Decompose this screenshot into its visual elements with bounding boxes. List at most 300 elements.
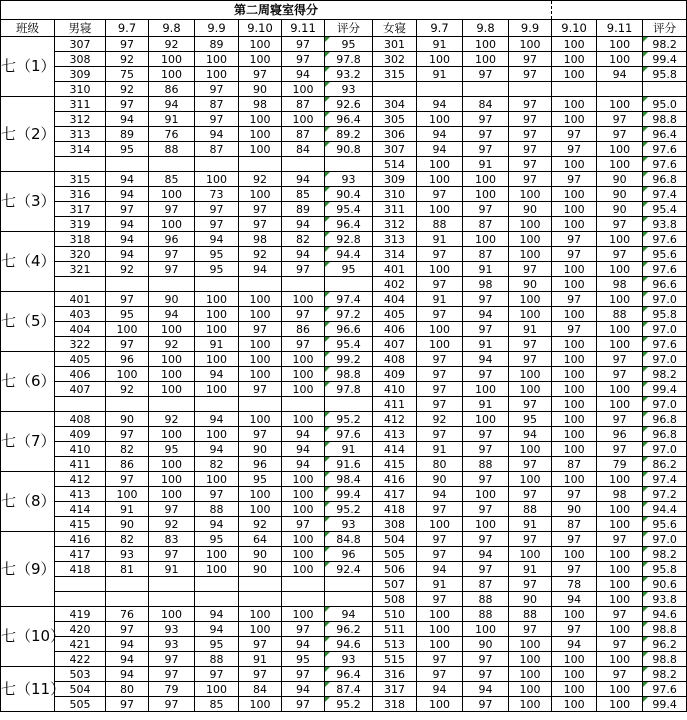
girls-day5-cell: 97 [597,532,643,547]
girls-day3-cell: 100 [509,37,552,52]
boys-day2-cell: 100 [149,427,195,442]
girls-day3-cell: 100 [509,217,552,232]
boys-day2-cell: 90 [149,292,195,307]
girls-day5-cell: 98 [597,277,643,292]
sheet-title: 第二周寝室得分 [1,1,552,20]
boys-day1-cell [106,592,149,607]
boys-day1-cell: 75 [106,67,149,82]
boys-room-cell: 314 [55,142,106,157]
boys-day5-cell: 97 [282,262,325,277]
boys-room-cell: 315 [55,172,106,187]
girls-day4-cell: 100 [552,307,597,322]
boys-score-cell: 93 [325,652,373,667]
boys-room-cell: 419 [55,607,106,622]
boys-score-cell: 96.4 [325,112,373,127]
girls-day1-cell [417,82,463,97]
girls-day1-cell: 94 [417,97,463,112]
boys-day5-cell: 100 [282,532,325,547]
boys-day1-cell: 76 [106,607,149,622]
girls-day1-cell: 97 [417,352,463,367]
girls-score-cell: 97.0 [643,532,687,547]
boys-room-cell: 308 [55,52,106,67]
girls-room-cell: 411 [373,397,417,412]
boys-day5-cell: 100 [282,82,325,97]
boys-day3-cell: 97 [195,202,239,217]
boys-room-cell: 321 [55,262,106,277]
boys-day4-cell [239,277,282,292]
boys-day2-cell: 97 [149,247,195,262]
boys-day3-cell: 97 [195,82,239,97]
header-boys-date-3: 9.9 [195,20,239,37]
girls-day4-cell: 87 [552,517,597,532]
girls-day5-cell: 100 [597,577,643,592]
boys-score-cell [325,577,373,592]
boys-day2-cell: 94 [149,307,195,322]
boys-day2-cell: 76 [149,127,195,142]
boys-day1-cell: 90 [106,517,149,532]
boys-day4-cell [239,577,282,592]
boys-day1-cell: 94 [106,247,149,262]
boys-day1-cell [106,577,149,592]
boys-day5-cell: 82 [282,232,325,247]
boys-day1-cell: 100 [106,487,149,502]
table-row [1,412,687,427]
girls-day4-cell: 100 [552,67,597,82]
girls-score-cell [643,82,687,97]
girls-day4-cell: 100 [552,382,597,397]
boys-score-cell: 93 [325,82,373,97]
girls-score-cell: 96.8 [643,172,687,187]
boys-score-cell: 95.2 [325,697,373,712]
boys-day5-cell: 100 [282,292,325,307]
boys-room-cell: 414 [55,502,106,517]
girls-day5-cell: 100 [597,547,643,562]
girls-day1-cell: 97 [417,382,463,397]
boys-day3-cell: 95 [195,637,239,652]
girls-score-cell: 96.6 [643,277,687,292]
girls-day3-cell: 100 [509,187,552,202]
boys-day1-cell: 100 [106,367,149,382]
girls-day3-cell: 97 [509,172,552,187]
boys-day1-cell: 92 [106,52,149,67]
girls-room-cell: 505 [373,547,417,562]
boys-day3-cell: 94 [195,412,239,427]
girls-day3-cell: 100 [509,667,552,682]
boys-day2-cell: 97 [149,262,195,277]
boys-day5-cell: 100 [282,562,325,577]
boys-day1-cell: 97 [106,622,149,637]
girls-day1-cell: 91 [417,232,463,247]
boys-room-cell: 307 [55,37,106,52]
table-row [1,547,687,562]
class-name-cell: 七（7） [1,412,55,472]
boys-score-cell [325,592,373,607]
boys-day5-cell: 87 [282,97,325,112]
girls-score-cell: 97.0 [643,292,687,307]
table-row [1,187,687,202]
boys-room-cell: 401 [55,292,106,307]
boys-day1-cell: 97 [106,472,149,487]
boys-day4-cell: 95 [239,472,282,487]
girls-day4-cell: 100 [552,97,597,112]
class-name-cell: 七（1） [1,37,55,97]
boys-day2-cell [149,157,195,172]
boys-room-cell: 404 [55,322,106,337]
boys-room-cell: 413 [55,487,106,502]
boys-day4-cell: 100 [239,292,282,307]
girls-day3-cell: 97 [509,487,552,502]
boys-day3-cell: 94 [195,442,239,457]
girls-score-cell: 98.2 [643,547,687,562]
boys-day3-cell: 100 [195,427,239,442]
girls-day5-cell: 97 [597,112,643,127]
girls-day4-cell: 100 [552,112,597,127]
girls-day3-cell: 97 [509,52,552,67]
girls-day1-cell: 97 [417,547,463,562]
girls-score-cell: 94.6 [643,607,687,622]
girls-day5-cell: 90 [597,172,643,187]
boys-day4-cell: 100 [239,127,282,142]
boys-score-cell: 97.8 [325,52,373,67]
girls-day1-cell: 97 [417,247,463,262]
girls-day4-cell: 97 [552,172,597,187]
girls-room-cell: 415 [373,457,417,472]
boys-day1-cell: 97 [106,697,149,712]
girls-day4-cell: 78 [552,577,597,592]
girls-day1-cell: 97 [417,367,463,382]
boys-day3-cell: 100 [195,682,239,697]
girls-day5-cell: 94 [597,67,643,82]
boys-day2-cell: 92 [149,517,195,532]
girls-score-cell: 94.4 [643,502,687,517]
boys-day5-cell: 94 [282,172,325,187]
boys-day4-cell [239,397,282,412]
girls-day2-cell: 97 [463,562,509,577]
boys-day2-cell: 97 [149,652,195,667]
girls-day4-cell: 94 [552,637,597,652]
boys-day1-cell: 94 [106,652,149,667]
girls-day1-cell: 100 [417,637,463,652]
girls-day2-cell: 94 [463,682,509,697]
girls-score-cell: 90.6 [643,577,687,592]
boys-day4-cell: 64 [239,532,282,547]
boys-day2-cell [149,592,195,607]
boys-score-cell: 97.8 [325,382,373,397]
girls-day4-cell: 97 [552,487,597,502]
boys-day3-cell: 94 [195,367,239,382]
boys-day5-cell: 94 [282,67,325,82]
boys-day1-cell: 94 [106,112,149,127]
girls-day3-cell: 97 [509,67,552,82]
girls-day2-cell: 97 [463,127,509,142]
girls-score-cell: 93.8 [643,592,687,607]
girls-day1-cell: 91 [417,577,463,592]
boys-room-cell [55,592,106,607]
girls-day5-cell: 79 [597,457,643,472]
girls-day4-cell: 97 [552,562,597,577]
girls-day1-cell: 97 [417,397,463,412]
boys-day3-cell [195,577,239,592]
girls-day5-cell: 100 [597,322,643,337]
boys-day2-cell: 100 [149,487,195,502]
boys-day1-cell: 94 [106,187,149,202]
boys-day2-cell [149,277,195,292]
boys-day1-cell: 94 [106,172,149,187]
boys-day3-cell: 85 [195,697,239,712]
boys-score-cell: 93 [325,172,373,187]
boys-day4-cell: 100 [239,622,282,637]
header-girls-score: 评分 [643,20,687,37]
girls-score-cell: 98.8 [643,652,687,667]
table-row [1,502,687,517]
girls-room-cell: 312 [373,217,417,232]
table-row [1,652,687,667]
table-row [1,442,687,457]
boys-day5-cell: 87 [282,127,325,142]
class-name-cell: 七（11） [1,667,55,712]
girls-day3-cell: 100 [509,382,552,397]
girls-score-cell: 95.8 [643,562,687,577]
girls-day4-cell: 100 [552,352,597,367]
girls-day5-cell: 90 [597,202,643,217]
girls-day4-cell: 100 [552,607,597,622]
girls-room-cell: 401 [373,262,417,277]
boys-score-cell: 87.4 [325,682,373,697]
girls-day4-cell: 100 [552,667,597,682]
boys-day4-cell: 97 [239,637,282,652]
boys-room-cell: 309 [55,67,106,82]
girls-day5-cell: 100 [597,232,643,247]
boys-day1-cell: 97 [106,337,149,352]
boys-room-cell: 411 [55,457,106,472]
girls-room-cell: 311 [373,202,417,217]
girls-day2-cell: 91 [463,397,509,412]
boys-day1-cell: 90 [106,412,149,427]
girls-room-cell: 418 [373,502,417,517]
boys-day2-cell: 100 [149,52,195,67]
boys-day1-cell: 92 [106,262,149,277]
girls-day1-cell: 91 [417,67,463,82]
girls-day1-cell: 94 [417,127,463,142]
boys-day4-cell: 100 [239,142,282,157]
girls-day5-cell [597,82,643,97]
boys-day4-cell: 98 [239,232,282,247]
boys-day2-cell: 100 [149,187,195,202]
girls-score-cell: 97.6 [643,232,687,247]
boys-day1-cell: 97 [106,97,149,112]
girls-day5-cell: 97 [597,352,643,367]
boys-day5-cell: 100 [282,607,325,622]
girls-day4-cell: 97 [552,127,597,142]
girls-day3-cell: 94 [509,427,552,442]
girls-day4-cell: 100 [552,652,597,667]
girls-room-cell: 406 [373,322,417,337]
boys-room-cell: 412 [55,472,106,487]
boys-room-cell: 317 [55,202,106,217]
boys-room-cell: 406 [55,367,106,382]
girls-day4-cell: 100 [552,337,597,352]
header-class: 班级 [1,20,55,37]
girls-day3-cell: 97 [509,397,552,412]
boys-day3-cell: 100 [195,352,239,367]
girls-day1-cell: 100 [417,607,463,622]
girls-room-cell: 407 [373,337,417,352]
boys-day4-cell: 98 [239,97,282,112]
girls-day4-cell: 97 [552,322,597,337]
boys-day2-cell: 92 [149,337,195,352]
boys-day3-cell [195,592,239,607]
girls-room-cell: 510 [373,607,417,622]
class-name-cell: 七（4） [1,232,55,292]
boys-day1-cell: 97 [106,37,149,52]
table-row [1,322,687,337]
girls-day5-cell: 100 [597,142,643,157]
girls-day3-cell: 90 [509,277,552,292]
girls-score-cell: 97.4 [643,187,687,202]
boys-room-cell: 408 [55,412,106,427]
header-girls-room: 女寝 [373,20,417,37]
boys-day3-cell: 100 [195,172,239,187]
table-row [1,637,687,652]
girls-day2-cell: 97 [463,67,509,82]
girls-room-cell: 416 [373,472,417,487]
girls-day3-cell: 100 [509,232,552,247]
table-row [1,112,687,127]
class-name-cell: 七（3） [1,172,55,232]
boys-day5-cell: 100 [282,352,325,367]
girls-day1-cell: 100 [417,517,463,532]
girls-day4-cell: 94 [552,592,597,607]
table-row [1,232,687,247]
girls-score-cell: 97.0 [643,352,687,367]
girls-room-cell: 301 [373,37,417,52]
girls-day3-cell: 88 [509,607,552,622]
boys-room-cell: 422 [55,652,106,667]
girls-day5-cell: 100 [597,97,643,112]
girls-day1-cell: 97 [417,427,463,442]
girls-day2-cell: 94 [463,352,509,367]
table-row [1,577,687,592]
girls-score-cell: 95.6 [643,517,687,532]
boys-day5-cell: 94 [282,427,325,442]
girls-day5-cell: 100 [597,682,643,697]
girls-room-cell: 504 [373,532,417,547]
boys-day4-cell: 97 [239,202,282,217]
girls-day5-cell: 100 [597,292,643,307]
girls-day1-cell: 94 [417,487,463,502]
girls-day2-cell: 91 [463,262,509,277]
girls-day5-cell: 98 [597,487,643,502]
boys-room-cell [55,157,106,172]
table-row [1,127,687,142]
girls-day4-cell: 97 [552,622,597,637]
girls-day4-cell: 100 [552,52,597,67]
boys-day5-cell [282,157,325,172]
girls-score-cell: 98.8 [643,112,687,127]
girls-day4-cell: 100 [552,682,597,697]
boys-day2-cell: 95 [149,442,195,457]
girls-day1-cell: 91 [417,37,463,52]
table-row [1,82,687,97]
girls-room-cell: 306 [373,127,417,142]
girls-day5-cell: 88 [597,307,643,322]
girls-score-cell: 97.6 [643,157,687,172]
boys-day2-cell: 97 [149,202,195,217]
boys-score-cell: 90.4 [325,187,373,202]
girls-day2-cell: 100 [463,52,509,67]
boys-day5-cell: 94 [282,637,325,652]
boys-day3-cell: 97 [195,217,239,232]
boys-day4-cell: 100 [239,412,282,427]
table-row [1,562,687,577]
boys-day5-cell: 89 [282,202,325,217]
boys-day3-cell: 100 [195,322,239,337]
boys-day2-cell: 100 [149,367,195,382]
boys-score-cell: 95 [325,37,373,52]
girls-room-cell: 410 [373,382,417,397]
girls-day3-cell: 100 [509,367,552,382]
girls-day4-cell: 100 [552,202,597,217]
girls-room-cell: 315 [373,67,417,82]
boys-day5-cell: 97 [282,697,325,712]
boys-room-cell [55,577,106,592]
girls-day5-cell: 100 [597,562,643,577]
table-row [1,97,687,112]
boys-day3-cell: 94 [195,232,239,247]
girls-day2-cell: 91 [463,337,509,352]
boys-day3-cell: 100 [195,52,239,67]
girls-day5-cell: 97 [597,412,643,427]
girls-day5-cell: 100 [597,517,643,532]
header-boys-date-1: 9.7 [106,20,149,37]
boys-room-cell: 312 [55,112,106,127]
table-row [1,427,687,442]
boys-score-cell: 98.8 [325,367,373,382]
girls-day1-cell: 100 [417,202,463,217]
girls-room-cell: 402 [373,277,417,292]
girls-day4-cell: 97 [552,232,597,247]
boys-room-cell: 319 [55,217,106,232]
boys-day4-cell: 100 [239,112,282,127]
girls-day3-cell: 97 [509,127,552,142]
class-name-cell: 七（8） [1,472,55,532]
boys-day3-cell: 100 [195,292,239,307]
header-girls-date-5: 9.11 [597,20,643,37]
girls-day4-cell: 100 [552,472,597,487]
girls-day3-cell: 97 [509,337,552,352]
boys-score-cell: 98.4 [325,472,373,487]
girls-room-cell: 507 [373,577,417,592]
boys-day3-cell: 94 [195,607,239,622]
boys-day4-cell: 100 [239,307,282,322]
girls-score-cell: 98.2 [643,667,687,682]
girls-day2-cell: 97 [463,652,509,667]
boys-score-cell: 94.4 [325,247,373,262]
girls-day1-cell: 97 [417,502,463,517]
boys-day1-cell: 92 [106,382,149,397]
boys-room-cell: 407 [55,382,106,397]
boys-day1-cell: 95 [106,142,149,157]
girls-day1-cell: 100 [417,112,463,127]
boys-score-cell: 92.4 [325,562,373,577]
girls-day2-cell: 88 [463,457,509,472]
girls-day4-cell: 97 [552,142,597,157]
table-row [1,457,687,472]
table-row [1,382,687,397]
boys-day2-cell: 97 [149,502,195,517]
girls-day3-cell: 100 [509,247,552,262]
girls-day3-cell: 97 [509,577,552,592]
